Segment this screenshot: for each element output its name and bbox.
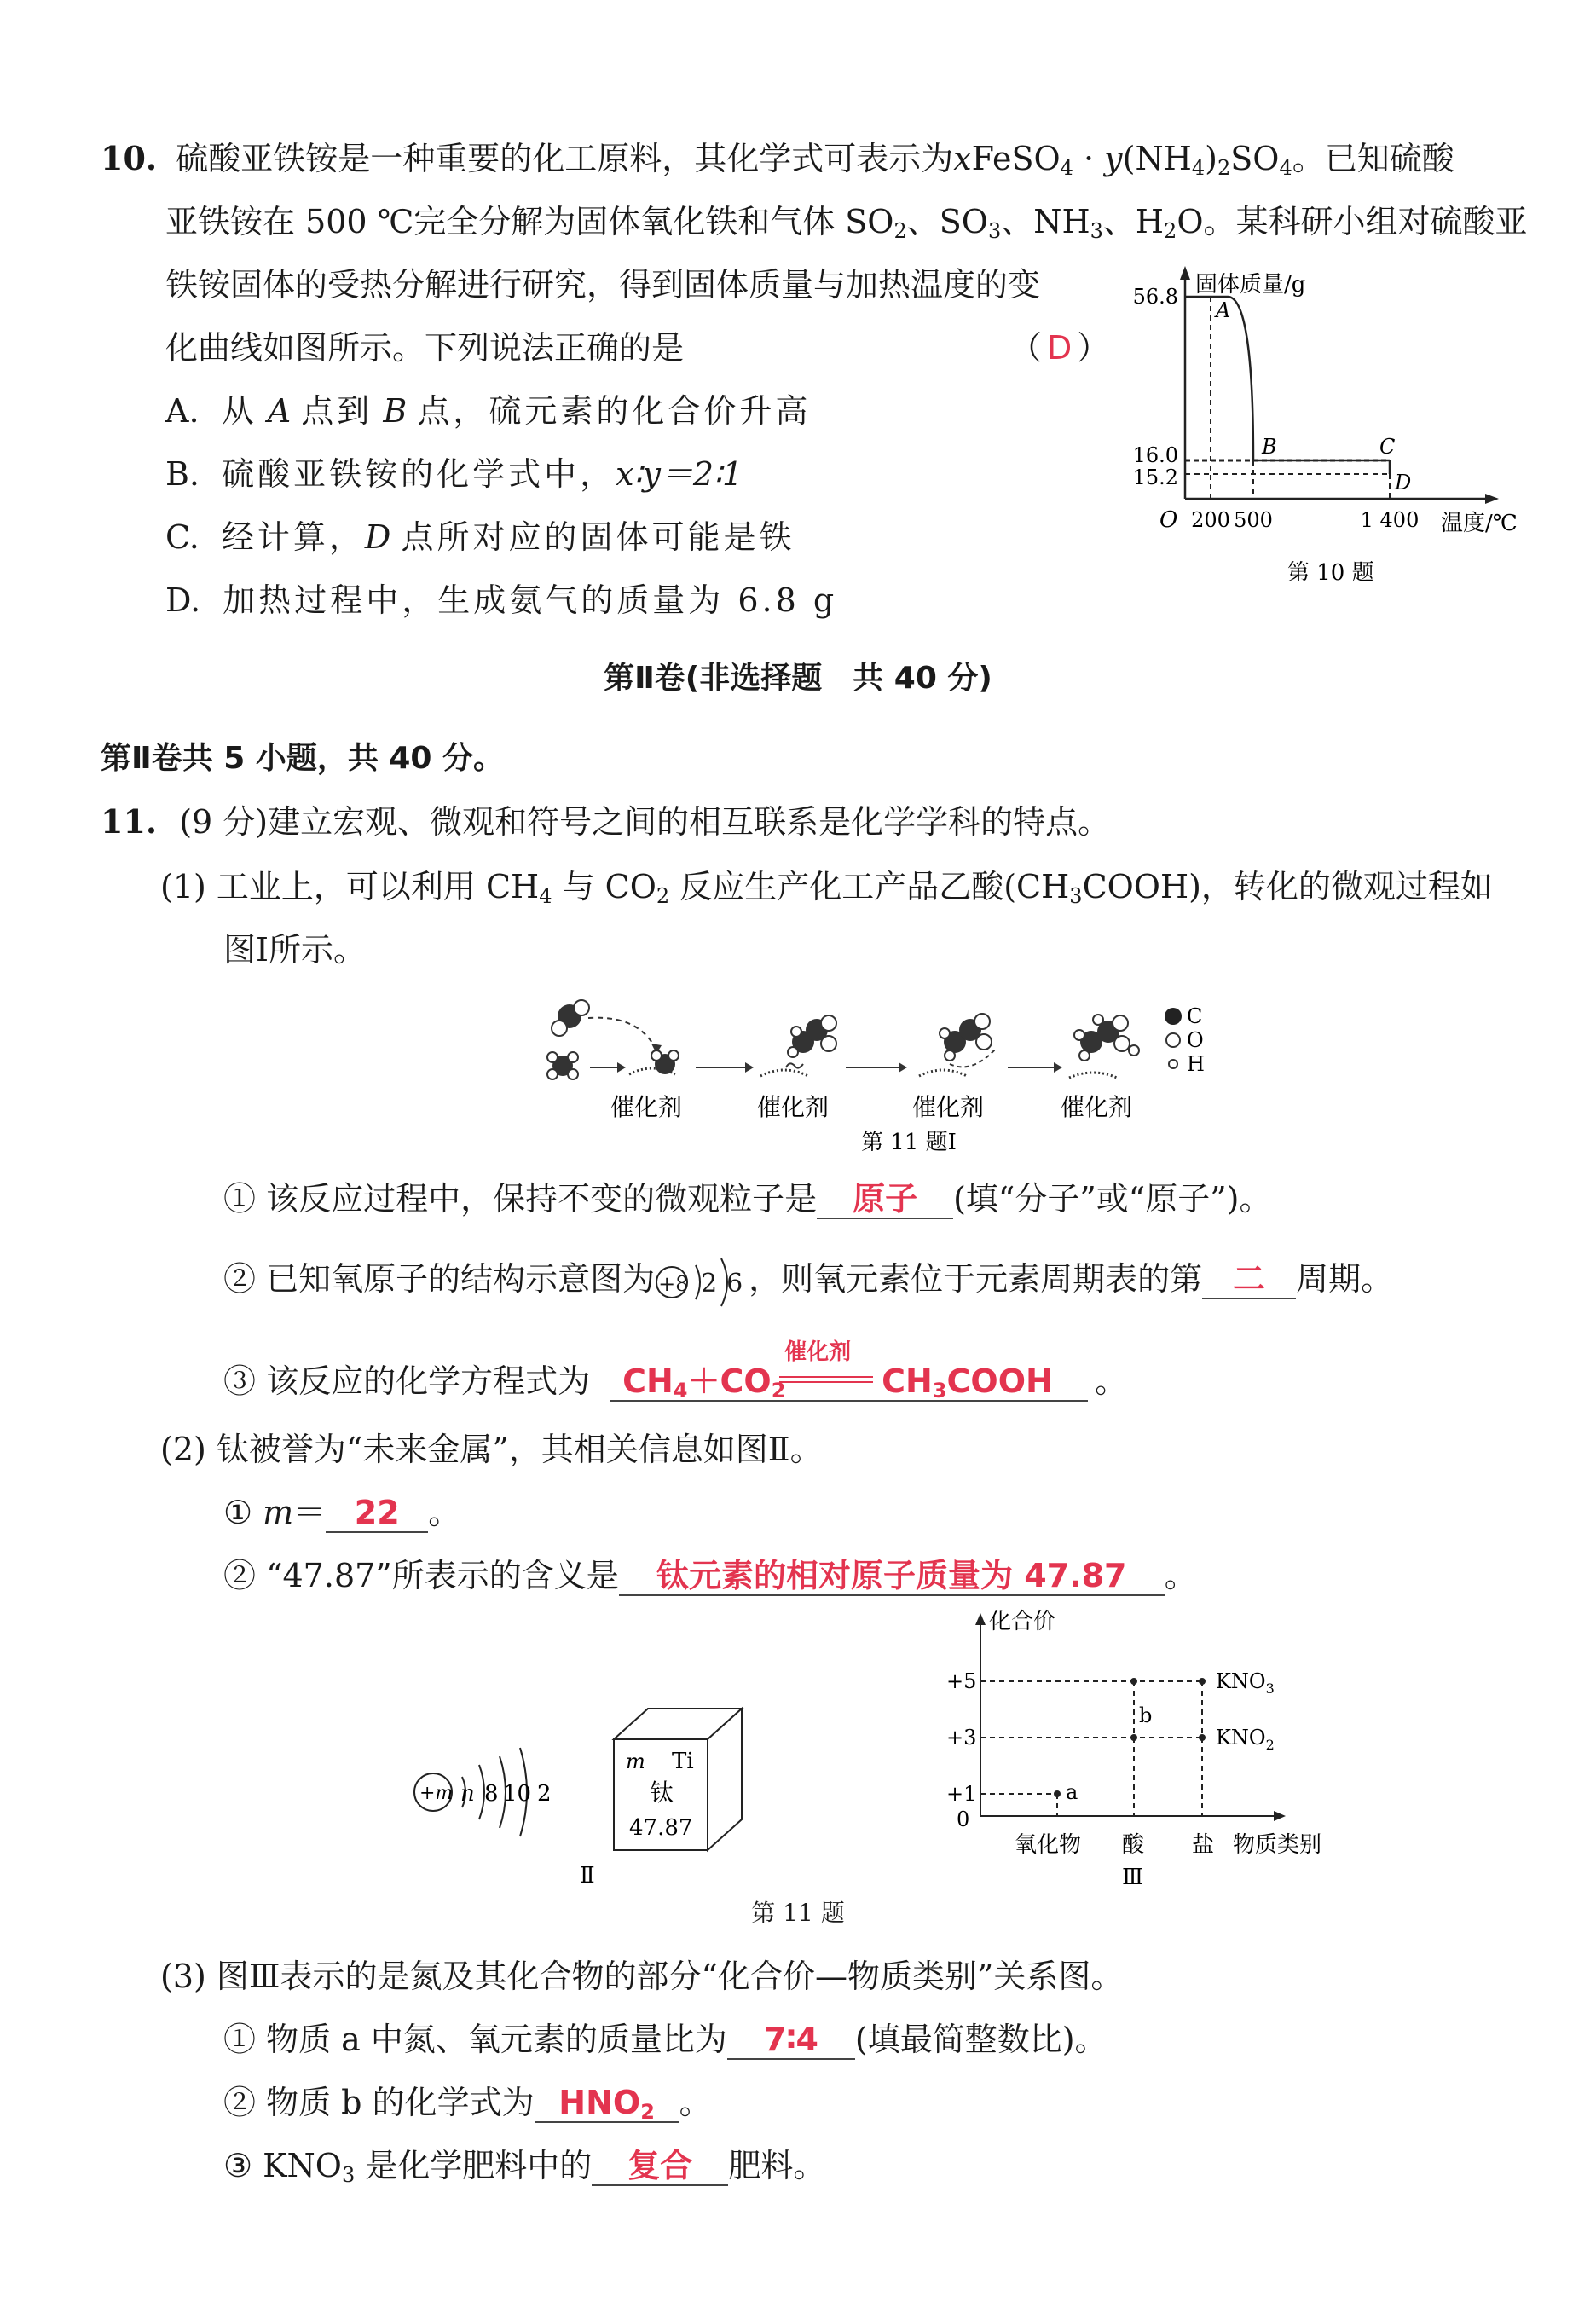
point-a: A <box>267 392 292 430</box>
x-axis-label: 物质类别 <box>1233 1832 1322 1858</box>
q11-p2-2 <box>223 1555 1197 1596</box>
shell-electrons: 6 <box>726 1268 743 1298</box>
option-text: 点，硫元素的化合价升高 <box>417 392 812 430</box>
q11-text: (填最简整数比)。 <box>854 2021 1107 2058</box>
y-tick-0: 0 <box>957 1807 970 1831</box>
shell-10: 10 <box>503 1781 532 1807</box>
q11-text: ，则氧元素位于元素周期表的第 <box>749 1260 1203 1298</box>
answer-paren: （ D ） <box>1009 329 1110 367</box>
q10-number: 10. <box>101 139 158 177</box>
figure-3-label: Ⅲ <box>1122 1865 1144 1890</box>
figure-caption: 第 11 题 <box>751 1899 845 1927</box>
point-b-hno3-level <box>1130 1678 1137 1685</box>
mass-temperature-chart <box>1117 256 1560 597</box>
point-b <box>1130 1734 1137 1741</box>
label-b: b <box>1139 1703 1153 1727</box>
x-tick-label: 1 400 <box>1360 508 1420 532</box>
catalyst-surface <box>1069 1073 1117 1078</box>
valence-axis-label: 化合价 <box>989 1609 1056 1634</box>
q11-text: 。 <box>428 1494 461 1531</box>
subscript: 3 <box>987 219 1002 243</box>
subscript: 2 <box>893 219 907 243</box>
x-tick-label: 200 <box>1191 508 1230 532</box>
subscript: 4 <box>1191 156 1206 180</box>
q10-line4 <box>165 327 1110 368</box>
point-kno2 <box>1199 1734 1206 1741</box>
q11-text: ② 已知氧原子的结构示意图为 <box>223 1260 656 1298</box>
q11-intro <box>101 801 1110 842</box>
catalyst-label-4: 催化剂 <box>1061 1093 1133 1121</box>
option-text: 加热过程中，生成氨气的质量为 6.8 g <box>223 581 838 619</box>
subscript: 3 <box>1090 219 1103 243</box>
legend-o: O <box>1187 1028 1204 1052</box>
subscript: 2 <box>656 884 670 908</box>
q10-text: 硫酸亚铁铵是一种重要的化工原料，其化学式可表示为 <box>176 140 954 177</box>
q11-text: 周期。 <box>1296 1260 1394 1298</box>
section-subheading: 第Ⅱ卷共 5 小题，共 40 分。 <box>101 741 504 776</box>
y-tick-3: +3 <box>946 1726 977 1750</box>
answer: $HNO_2$ <box>558 2084 655 2124</box>
oxygen-atom-diagram <box>655 1262 749 1303</box>
option-letter: A. <box>165 392 200 430</box>
q11-text: 。 <box>1095 1362 1128 1400</box>
box-atomic-number: m <box>626 1750 645 1773</box>
option-letter: C. <box>165 518 200 556</box>
box-name: 钛 <box>650 1779 674 1807</box>
q11-text: 。 <box>1164 1557 1197 1594</box>
q11-text: 反应生产化工产品乙酸(CH <box>669 868 1070 905</box>
origin-label: O <box>1159 507 1178 533</box>
q11-p1-line2: 图Ⅰ所示。 <box>223 931 367 969</box>
option-text: 点所对应的固体可能是铁 <box>401 518 795 556</box>
x-cat-acid: 酸 <box>1122 1832 1145 1858</box>
answer: 钛元素的相对原子质量为 47.87 <box>656 1557 1127 1594</box>
q11-text: ＝ <box>293 1494 327 1531</box>
reaction-condition: 催化剂 <box>784 1339 852 1365</box>
formula-so4: SO <box>1230 140 1280 177</box>
label-kno2: $KNO_2$ <box>1216 1726 1275 1753</box>
q11-text: ① 物质 a 中氮、氧元素的质量比为 <box>223 2021 727 2058</box>
point-label-c: C <box>1379 435 1396 459</box>
point-kno3 <box>1199 1678 1206 1685</box>
figure-1-caption: 第 11 题Ⅰ <box>861 1130 957 1155</box>
q11-text: ② 物质 b 的化学式为 <box>223 2084 535 2121</box>
y-tick-5: +5 <box>946 1669 977 1693</box>
q11-text: ③ KNO <box>223 2147 342 2184</box>
q10-text: 、NH <box>1001 203 1090 240</box>
q11-p1 <box>160 866 1493 907</box>
q10-text: 。已知硫酸 <box>1292 140 1454 177</box>
q11-text: 是化学肥料中的 <box>355 2147 593 2184</box>
shell-n: n <box>460 1781 475 1807</box>
equals-line <box>779 1376 873 1378</box>
legend-h: H <box>1187 1052 1205 1076</box>
label-a: a <box>1066 1780 1078 1804</box>
q11-text: (填“分子”或“原子”)。 <box>953 1180 1272 1218</box>
q10-option-d <box>165 580 837 621</box>
option-letter: D. <box>165 581 201 619</box>
shell-8: 8 <box>484 1781 499 1807</box>
subscript: 4 <box>1279 156 1292 180</box>
subscript: 2 <box>1164 219 1177 243</box>
q11-text: 与 CO <box>552 868 656 905</box>
q11-text: COOH)，转化的微观过程如 <box>1082 868 1493 905</box>
dashed-arrow <box>588 1018 656 1050</box>
catalyst-label-2: 催化剂 <box>757 1093 830 1121</box>
legend-c-icon <box>1165 1008 1182 1025</box>
legend-h-icon <box>1169 1060 1177 1068</box>
legend-o-icon <box>1166 1033 1180 1047</box>
answer-blank <box>619 1557 1165 1596</box>
subscript: 3 <box>341 2163 356 2187</box>
q11-p3-1 <box>223 2019 1107 2060</box>
dot: · <box>1073 140 1105 177</box>
answer-blank <box>727 2021 855 2060</box>
x-axis-label: 温度/℃ <box>1441 511 1518 536</box>
shell-electrons: 2 <box>701 1268 718 1298</box>
catalyst-label-3: 催化剂 <box>912 1093 985 1121</box>
q11-p3-2 <box>223 2082 712 2123</box>
q11-p2: (2) 钛被誉为“未来金属”，其相关信息如图Ⅱ。 <box>160 1431 823 1468</box>
answer-blank <box>1202 1260 1296 1299</box>
formula-nh4: (NH <box>1122 140 1192 177</box>
q10-line1: 10. 硫酸亚铁铵是一种重要的化工原料，其化学式可表示为xFeSO$_4$ · $y(NH_4)_2SO_4$。已知硫酸 <box>101 139 1454 180</box>
co2-molecule <box>552 1000 589 1036</box>
figure-2-label: Ⅱ <box>580 1863 595 1888</box>
q10-text: 化曲线如图所示。下列说法正确的是 <box>165 329 685 367</box>
answer-blank <box>817 1180 953 1219</box>
x-cat-oxide: 氧化物 <box>1015 1832 1082 1858</box>
var-y: y <box>1104 140 1123 177</box>
y-axis-arrow <box>1180 266 1190 280</box>
q11-text: (1) 工业上，可以利用 CH <box>160 868 540 905</box>
y-axis-label: 固体质量/g <box>1195 272 1306 298</box>
equation-blank <box>610 1339 1088 1403</box>
q11-p3-3 <box>223 2145 825 2186</box>
q10-line2 <box>165 201 1527 242</box>
answer: 原子 <box>853 1180 918 1218</box>
q10-text: O。某科研小组对硫酸亚 <box>1177 203 1528 240</box>
point-a <box>1054 1790 1061 1797</box>
figure-3-valence-chart <box>921 1603 1381 1893</box>
q10-line3: 铁铵固体的受热分解进行研究，得到固体质量与加热温度的变 <box>165 266 1041 304</box>
legend-c: C <box>1187 1004 1203 1028</box>
point-label-a: A <box>1216 298 1231 322</box>
equals-line <box>779 1381 873 1383</box>
x-tick-label: 500 <box>1234 508 1273 532</box>
answer: 7∶4 <box>763 2021 818 2058</box>
answer-blank <box>592 2147 728 2186</box>
y-tick-1: +1 <box>946 1782 977 1806</box>
option-text: 硫酸亚铁铵的化学式中， <box>222 455 616 493</box>
subscript: 4 <box>1060 156 1073 180</box>
q11-sub3 <box>223 1339 1128 1403</box>
answer: 复合 <box>627 2147 693 2184</box>
q11-number: 11. <box>101 802 158 841</box>
y-tick-label: 15.2 <box>1132 466 1178 489</box>
var-x: x <box>953 140 972 177</box>
equation-left: $CH_4+CO_2$ <box>622 1362 786 1403</box>
section-heading: 第Ⅱ卷(非选择题 共 40 分) <box>604 661 992 696</box>
box-mass: 47.87 <box>629 1815 693 1841</box>
q10-option-b <box>165 454 743 495</box>
q11-text: ③ 该反应的化学方程式为 <box>223 1362 591 1400</box>
q11-text: ① <box>223 1494 253 1531</box>
q11-p2-1 <box>223 1492 460 1533</box>
q11-text: ② “47.87”所表示的含义是 <box>223 1557 619 1594</box>
q11-text: 肥料。 <box>728 2147 826 2184</box>
q11-p3: (3) 图Ⅲ表示的是氮及其化合物的部分“化合价—物质类别”关系图。 <box>160 1958 1124 1995</box>
option-text: 经计算， <box>221 518 365 556</box>
q10-text: 亚铁铵在 500 ℃完全分解为固体氧化铁和气体 SO <box>165 203 894 240</box>
x-cat-salt: 盐 <box>1192 1832 1215 1858</box>
subscript: 2 <box>1217 156 1231 180</box>
option-text: 点到 <box>301 392 373 430</box>
catalyst-label-1: 催化剂 <box>610 1093 683 1121</box>
x-axis-arrow <box>1485 494 1499 504</box>
figure-2-titanium <box>401 1697 793 1901</box>
q10-option-a <box>165 390 811 431</box>
q11-text: ① 该反应过程中，保持不变的微观粒子是 <box>223 1180 818 1218</box>
figure-1-micro-process <box>529 989 1245 1160</box>
var-m: m <box>263 1494 294 1531</box>
label-kno3: $KNO_3$ <box>1216 1669 1275 1697</box>
y-tick-label: 16.0 <box>1132 443 1178 467</box>
answer: 22 <box>354 1494 400 1531</box>
q10-option-c <box>165 517 795 558</box>
q11-text: 。 <box>679 2084 712 2121</box>
answer: 二 <box>1233 1260 1266 1298</box>
option-text: 从 <box>221 392 257 430</box>
answer-blank <box>326 1494 428 1533</box>
catalyst-surface <box>760 1070 808 1076</box>
subscript: 3 <box>1069 884 1083 908</box>
y-tick-label: 56.8 <box>1132 285 1178 309</box>
point-b: B <box>383 392 408 430</box>
chart-caption: 第 10 题 <box>1287 560 1374 586</box>
nucleus-charge: +8 <box>658 1271 689 1296</box>
option-letter: B. <box>165 455 200 493</box>
shell-2: 2 <box>537 1781 552 1807</box>
q10-text: 、H <box>1102 203 1165 240</box>
point-label-b: B <box>1262 435 1277 459</box>
answer-blank <box>535 2084 679 2123</box>
ratio: x∶y＝2∶1 <box>616 455 743 493</box>
q10-answer: D <box>1047 329 1073 367</box>
catalyst-surface <box>919 1070 967 1076</box>
q11-sub1 <box>223 1178 1271 1219</box>
q11-sub2 <box>223 1258 1393 1303</box>
q11-text: (9 分)建立宏观、微观和符号之间的相互联系是化学学科的特点。 <box>179 803 1111 841</box>
subscript: 4 <box>539 884 552 908</box>
ch4-molecule <box>547 1052 578 1079</box>
q10-text: 、SO <box>906 203 988 240</box>
titanium-nucleus: +m <box>419 1783 454 1804</box>
equation-right: $CH_3COOH$ <box>882 1362 1053 1403</box>
formula-feso4: FeSO <box>971 140 1061 177</box>
box-symbol: Ti <box>672 1749 694 1774</box>
point-label-d: D <box>1395 471 1412 495</box>
point-d: D <box>364 518 391 556</box>
